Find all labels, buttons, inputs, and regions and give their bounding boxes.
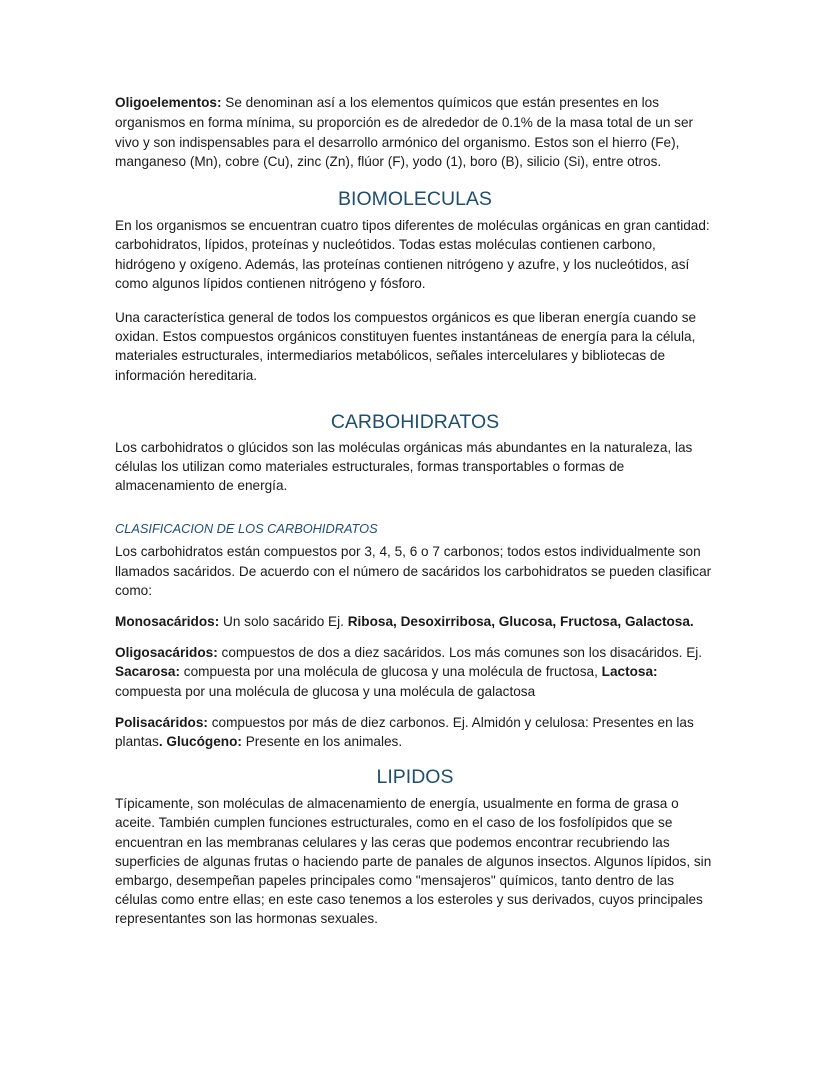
glucogeno-term: Glucógeno:: [162, 734, 242, 750]
polisacaridos-text-2: Presente en los animales.: [241, 734, 403, 750]
monosacaridos-paragraph: [115, 612, 715, 631]
carbohidratos-paragraph-2: Los carbohidratos están compuestos por 3, 4, 5, 6 o 7 carbonos; todos estos individualmente son llamados sacáridos. De acuerdo con el número de sacáridos los carbohidratos se pueden clasificar como:: [115, 544, 712, 598]
oligosacaridos-paragraph: [115, 643, 715, 701]
oligoelementos-paragraph: [115, 93, 715, 172]
carbohidratos-paragraph-1: Los carbohidratos o glúcidos son las moléculas orgánicas más abundantes en la naturaleza, las células los utilizan como materiales estructurales, formas transportables o formas de almacenamiento de energía.: [115, 439, 693, 494]
lipidos-heading: LIPIDOS: [376, 766, 454, 789]
oligosacaridos-term: Oligosacáridos:: [115, 645, 218, 661]
biomoleculas-paragraph-1: En los organismos se encuentran cuatro tipos diferentes de moléculas orgánicas en gran cantidad: carbohidratos, lípidos, proteínas y nucleótidos. Todas estas moléculas contienen carbono, hidrógeno y oxígeno. Además, las proteínas contienen nitrógeno y azufre, y los nucleótidos, así como algunos lípidos contienen nitrógeno y fósforo.: [115, 218, 710, 291]
polisacaridos-dot: .: [158, 734, 163, 750]
lactosa-term: Lactosa:: [601, 664, 658, 680]
oligosacaridos-text-1: compuestos de dos a diez sacáridos. Los más comunes son los disacáridos. Ej.: [217, 645, 703, 661]
polisacaridos-paragraph: [115, 713, 715, 751]
monosacaridos-term: Monosacáridos:: [115, 614, 220, 630]
carbohidratos-heading: CARBOHIDRATOS: [330, 410, 500, 433]
page-content: [115, 93, 715, 929]
monosacaridos-text: Un solo sacárido Ej.: [219, 614, 348, 630]
lipidos-paragraph: Típicamente, son moléculas de almacenamiento de energía, usualmente en forma de grasa o aceite. También cumplen funciones estructurales, como en el caso de los fosfolípidos que se encuentran en las membranas celulares y las ceras que podemos encontrar recubriendo las superficies de algunas frutas o haciendo parte de panales de algunos insectos. Algunos lípidos, sin embargo, desempeñan papeles principales como "mensajeros" químicos, tanto dentro de las células como entre ellas; en este caso tenemos a los esteroles y sus derivados, cuyos principales representantes son las hormonas sexuales.: [115, 796, 712, 927]
polisacaridos-term: Polisacáridos:: [115, 714, 208, 730]
oligoelementos-term: Oligoelementos:: [115, 95, 222, 110]
clasificacion-subheading: CLASIFICACION DE LOS CARBOHIDRATOS: [115, 521, 378, 537]
oligosacaridos-text-3: compuesta por una molécula de glucosa y una molécula de galactosa: [115, 683, 536, 699]
oligoelementos-text: Se denominan así a los elementos químicos que están presentes en los organismos en forma mínima, su proporción es de alrededor de 0.1% de la masa total de un ser vivo y son indispensables para el desarrollo armónico del organismo. Estos son el hierro (Fe), manganeso (Mn), cobre (Cu), zinc (Zn), flúor (F), yodo (1), boro (B), silicio (Si), entre otros.: [115, 95, 694, 170]
monosacaridos-examples: Ribosa, Desoxirribosa, Glucosa, Fructosa, Galactosa.: [347, 614, 694, 630]
biomoleculas-paragraph-2: Una característica general de todos los compuestos orgánicos es que liberan energía cuando se oxidan. Estos compuestos orgánicos constituyen fuentes instantáneas de energía para la célula, materiales estructurales, intermediarios metabólicos, señales intercelulares y bibliotecas de información hereditaria.: [115, 310, 697, 383]
polisacaridos-text-1: compuestos por más de diez carbonos. Ej. Almidón y celulosa: Presentes en las plantas: [115, 714, 694, 750]
oligosacaridos-text-2: compuesta por una molécula de glucosa y una molécula de fructosa,: [180, 664, 602, 680]
sacarosa-term: Sacarosa:: [115, 664, 180, 680]
biomoleculas-heading: BIOMOLECULAS: [338, 188, 492, 211]
